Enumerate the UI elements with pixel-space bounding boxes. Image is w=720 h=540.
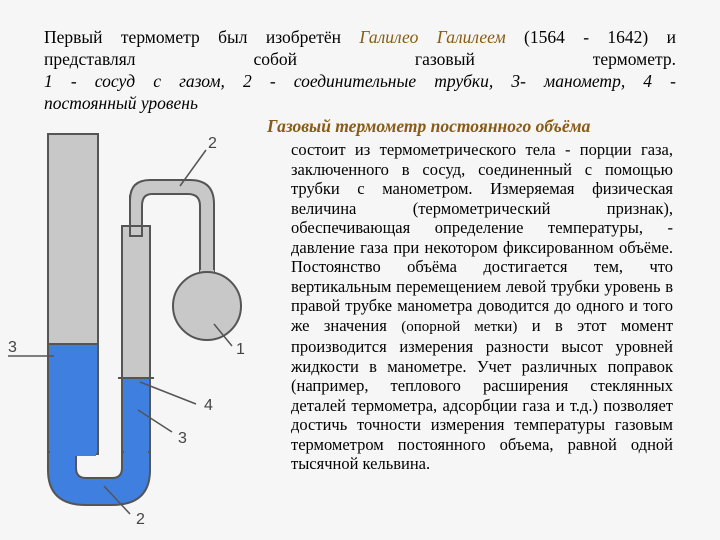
- description-part-2: и в этот момент производится измерения разности высот уровней жидкости в манометре. Учет различных поправок (например, теплового расширения стеклянных деталей термометра, адсорбции газа и т.д.) позволяет достичь точности измерения температуры газовым термометром постоянного объема, равной одной тысячной кельвина.: [291, 315, 674, 473]
- description-part-1: состоит из термометрического тела - порции газа, заключенного в сосуд, соединенный с помощью трубки с манометром. Измеряемая физическая величина (термометрический признак), обеспечивающая определение температуры, - давление газа при некотором фиксированном объёме. Постоянство объёма достигается тем, что вертикальным перемещением левой трубки уровень в правой трубке манометра доводится до одного и того же значения: [291, 140, 673, 335]
- label-bottom-tube: 2: [136, 511, 145, 528]
- label-vessel: 1: [236, 341, 245, 358]
- u-bend-liquid: [48, 452, 150, 505]
- galileo-name: Галилео Галилеем: [359, 27, 506, 47]
- label-right-level: 3: [178, 430, 187, 447]
- intro-text: [44, 26, 676, 114]
- intro-line1-start: Первый термометр был изобретён: [44, 27, 341, 47]
- label-left-level: 3: [8, 339, 17, 356]
- label-top-tube: 2: [208, 135, 217, 152]
- gas-thermometer-diagram: [0, 118, 280, 538]
- legend-line: 1 - сосуд с газом, 2 - соединительные трубки, 3- манометр, 4 -: [44, 71, 676, 91]
- intro-line1-end: (1564 - 1642) и: [524, 27, 676, 47]
- left-tube-glass: [48, 134, 98, 344]
- reference-mark-note: (опорной метки): [401, 318, 518, 335]
- right-tube-glass: [122, 226, 150, 378]
- left-tube-liquid: [48, 344, 98, 454]
- legend-line-2: постоянный уровень: [44, 93, 198, 113]
- label-level-mark: 4: [204, 397, 213, 414]
- section-heading: Газовый термометр постоянного объёма: [267, 116, 591, 136]
- intro-line-1: [44, 26, 676, 48]
- description-text: [291, 140, 673, 474]
- gas-vessel: [173, 272, 241, 340]
- intro-line-2: представлял собой газовый термометр.: [44, 49, 676, 69]
